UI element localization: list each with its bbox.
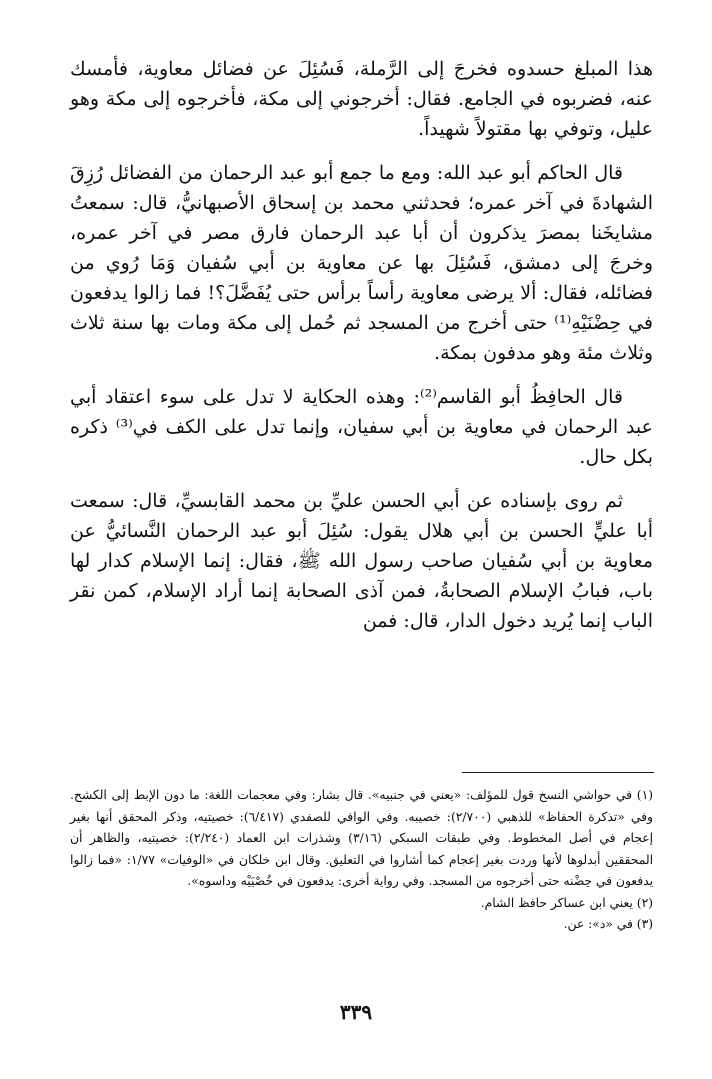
page-number: ٣٣٩ — [339, 1000, 373, 1024]
footnote-3: (٣) في «د»: عن. — [563, 917, 653, 931]
footnote-1: (١) في حواشي النسخ قول للمؤلف: «يعني في جنبيه». قال بشار: وفي معجمات اللغة: ما دون الإبط إلى الكشح. وفي «تذكرة الحفاظ» للذهبي (٢/٧٠٠): خصيبه. وفي الوافي للصفدي (٦/٤١٧): خصيتيه، وذكر المحقق أنها بغير إعجام في أصل المخطوط. وفي طبقات السبكي (٣/١٦) وشذرات ابن العماد (٢/٢٤٠): خصيتيه، والظاهر أن المحققين أبدلوها لأنها وردت بغير إعجام كما أشاروا في التعليق. وقال ابن خلكان في «الوفيات» ١/٧٧: «فما زالوا يدفعون في حِضْنه حتى أخرجوه من المسجد. وفي رواية أخرى: يدفعون في خُصْيَيْه وداسوه». — [70, 788, 653, 888]
body-paragraph-3: قال الحافِظُ أبو القاسم⁽²⁾: وهذه الحكاية لا تدل على سوء اعتقاد أبي عبد الرحمان في معاوية بن أبي سفيان، وإنما تدل على الكف في⁽³⁾ ذكره بكل حال. — [70, 386, 653, 468]
footnote-separator — [462, 772, 654, 773]
main-text — [70, 54, 653, 636]
body-paragraph-1: هذا المبلغ حسدوه فخرجَ إلى الرَّملة، فَسُئِلَ عن فضائل معاوية، فأمسك عنه، فضربوه في الجامع. فقال: أخرجوني إلى مكة، فأخرجوه إلى مكة وهو عليل، وتوفي بها مقتولاً شهيداً. — [70, 58, 653, 140]
body-paragraph-4: ثم روى بإسناده عن أبي الحسن عليِّ بن محمد القابسيِّ، قال: سمعت أبا عليٍّ الحسن بن أبي هلال يقول: سُئِلَ أبو عبد الرحمان النَّسائيُّ عن معاوية بن أبي سُفيان صاحب رسول الله ﷺ، فقال: إنما الإسلام كدار لها باب، فبابُ الإسلام الصحابةُ، فمن آذى الصحابة إنما أراد الإسلام، كمن نقر الباب إنما يُريد دخول الدار، قال: فمن — [70, 490, 653, 632]
footnotes — [70, 785, 653, 936]
footnote-2: (٢) يعني ابن عساكر حافظ الشام. — [480, 895, 653, 910]
body-paragraph-2: قال الحاكم أبو عبد الله: ومع ما جمع أبو عبد الرحمان من الفضائل رُزِقَ الشهادةَ في آخر عمره؛ فحدثني محمد بن إسحاق الأصبهانيُّ، قال: سمعتُ مشايخَنا بمصرَ يذكرون أن أبا عبد الرحمان فارق مصر في آخر عمره، وخرجَ إلى دمشق، فَسُئِلَ بها عن معاوية بن أبي سُفيان وَمَا رُوي من فضائله، فقال: ألا يرضى معاوية رأساً برأس حتى يُفَضَّلَ؟! فما زالوا يدفعون في حِضْنَيْهِ⁽¹⁾ حتى أخرج من المسجد ثم حُمل إلى مكة ومات بها سنة ثلاث وثلاث مئة وهو مدفون بمكة. — [70, 162, 653, 364]
